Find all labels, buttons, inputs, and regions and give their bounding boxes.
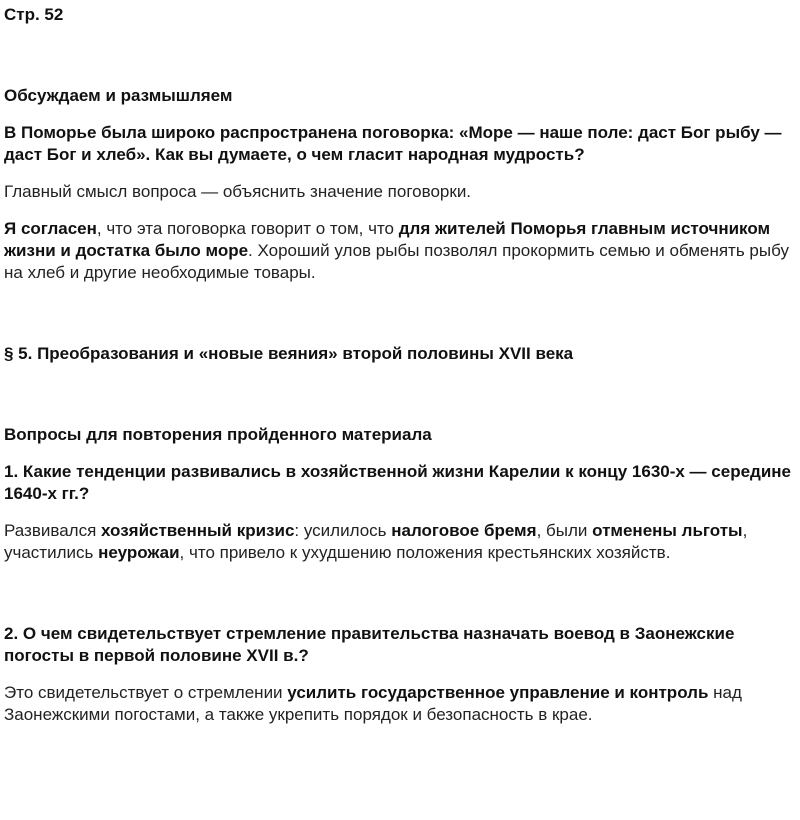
answer-bold: неурожаи (98, 543, 180, 562)
answer-bold: для жителей Поморья главным источником жизни и достатка было море (4, 219, 771, 260)
answer-bold: отменены льготы (592, 521, 743, 540)
proverb-answer (4, 218, 796, 284)
answer-bold: налоговое бремя (391, 521, 537, 540)
answer-text: , что привело к ухудшению положения крестьянских хозяйств. (179, 543, 671, 562)
answer-text: , участились (4, 521, 748, 562)
question-meaning-text: Главный смысл вопроса — объяснить значение поговорки. (4, 182, 472, 201)
discussion-heading: Обсуждаем и размышляем (4, 86, 233, 105)
answer-text: , были (536, 521, 593, 540)
answer-bold: усилить государственное управление и контроль (287, 683, 709, 702)
review-questions-heading: Вопросы для повторения пройденного материала (4, 425, 432, 444)
answer-1 (4, 520, 796, 564)
answer-text: Это свидетельствует о стремлении (4, 683, 288, 702)
question-1: 1. Какие тенденции развивались в хозяйственной жизни Карелии к концу 1630-х — середине 1640-х гг.? (4, 462, 791, 503)
answer-2 (4, 682, 796, 726)
answer-text: Развивался (4, 521, 102, 540)
page-number: Стр. 52 (4, 5, 64, 24)
answer-text: , что эта поговорка говорит о том, что (96, 219, 399, 238)
proverb-question: В Поморье была широко распространена поговорка: «Море — наше поле: даст Бог рыбу — даст Бог и хлеб». Как вы думаете, о чем гласит народная мудрость? (4, 123, 782, 164)
answer-text: : усилилось (294, 521, 392, 540)
answer-text: . Хороший улов рыбы позволял прокормить семью и обменять рыбу на хлеб и другие необходимые товары. (4, 241, 789, 282)
paragraph-title: § 5. Преобразования и «новые веяния» второй половины XVII века (4, 344, 574, 363)
question-2: 2. О чем свидетельствует стремление правительства назначать воевод в Заонежские погосты в первой половине XVII в.? (4, 624, 735, 665)
answer-bold: Я согласен (4, 219, 97, 238)
answer-bold: хозяйственный кризис (101, 521, 295, 540)
answer-text: над Заонежскими погостами, а также укрепить порядок и безопасность в крае. (4, 683, 742, 724)
